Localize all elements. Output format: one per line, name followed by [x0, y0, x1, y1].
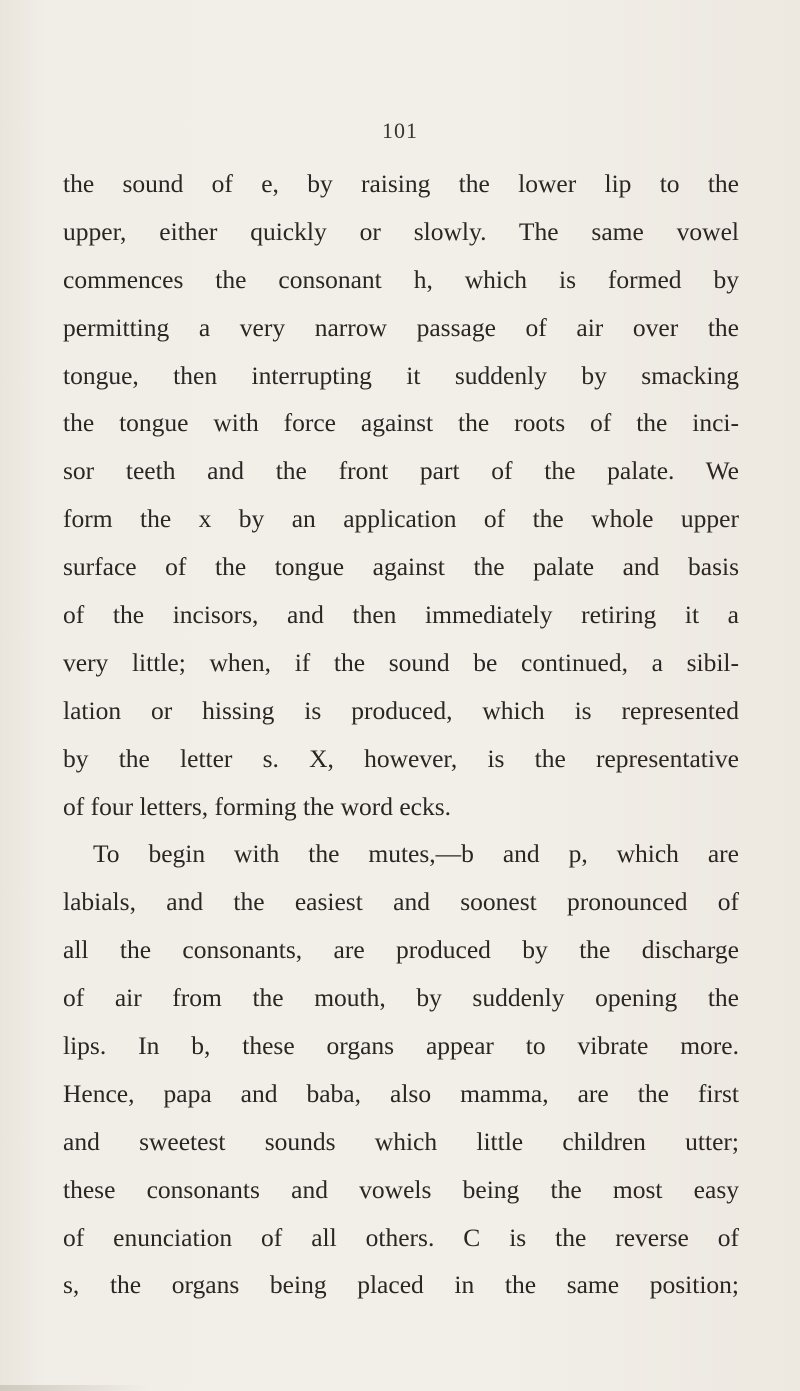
text-line: by the letter s. X, however, is the representative: [63, 743, 739, 773]
text-line: upper, either quickly or slowly. The same vowel: [63, 216, 739, 246]
text-line: the tongue with force against the roots of the inci-: [63, 408, 739, 438]
text-line: of air from the mouth, by suddenly opening the: [63, 983, 739, 1013]
text-line: of the incisors, and then immediately retiring it a: [63, 600, 739, 630]
text-line: tongue, then interrupting it suddenly by smacking: [63, 360, 739, 390]
text-line: very little; when, if the sound be continued, a sibil-: [63, 647, 739, 677]
text-line: these consonants and vowels being the most easy: [63, 1174, 739, 1204]
text-line: form the x by an application of the whole upper: [63, 504, 739, 534]
text-line: commences the consonant h, which is formed by: [63, 264, 739, 294]
text-line: all the consonants, are produced by the discharge: [63, 935, 739, 965]
text-line: labials, and the easiest and soonest pronounced of: [63, 887, 739, 917]
page-edge-shadow: [0, 1385, 150, 1391]
text-line: lips. In b, these organs appear to vibrate more.: [63, 1031, 739, 1061]
text-line: of enunciation of all others. C is the reverse of: [63, 1222, 739, 1252]
text-line: s, the organs being placed in the same position;: [63, 1270, 739, 1300]
text-line: Hence, papa and baba, also mamma, are the first: [63, 1078, 739, 1108]
text-line: of four letters, forming the word ecks.: [63, 791, 452, 821]
body-text: [63, 160, 739, 1309]
text-line: permitting a very narrow passage of air over the: [63, 312, 739, 342]
page-number: 101: [382, 118, 418, 143]
text-line: and sweetest sounds which little children utter;: [63, 1126, 739, 1156]
text-line: To begin with the mutes,—b and p, which are: [93, 839, 739, 869]
text-line: the sound of e, by raising the lower lip to the: [63, 169, 739, 198]
text-line: lation or hissing is produced, which is represented: [63, 695, 739, 725]
text-line: surface of the tongue against the palate and basis: [63, 552, 739, 582]
text-line: sor teeth and the front part of the palate. We: [63, 456, 739, 486]
